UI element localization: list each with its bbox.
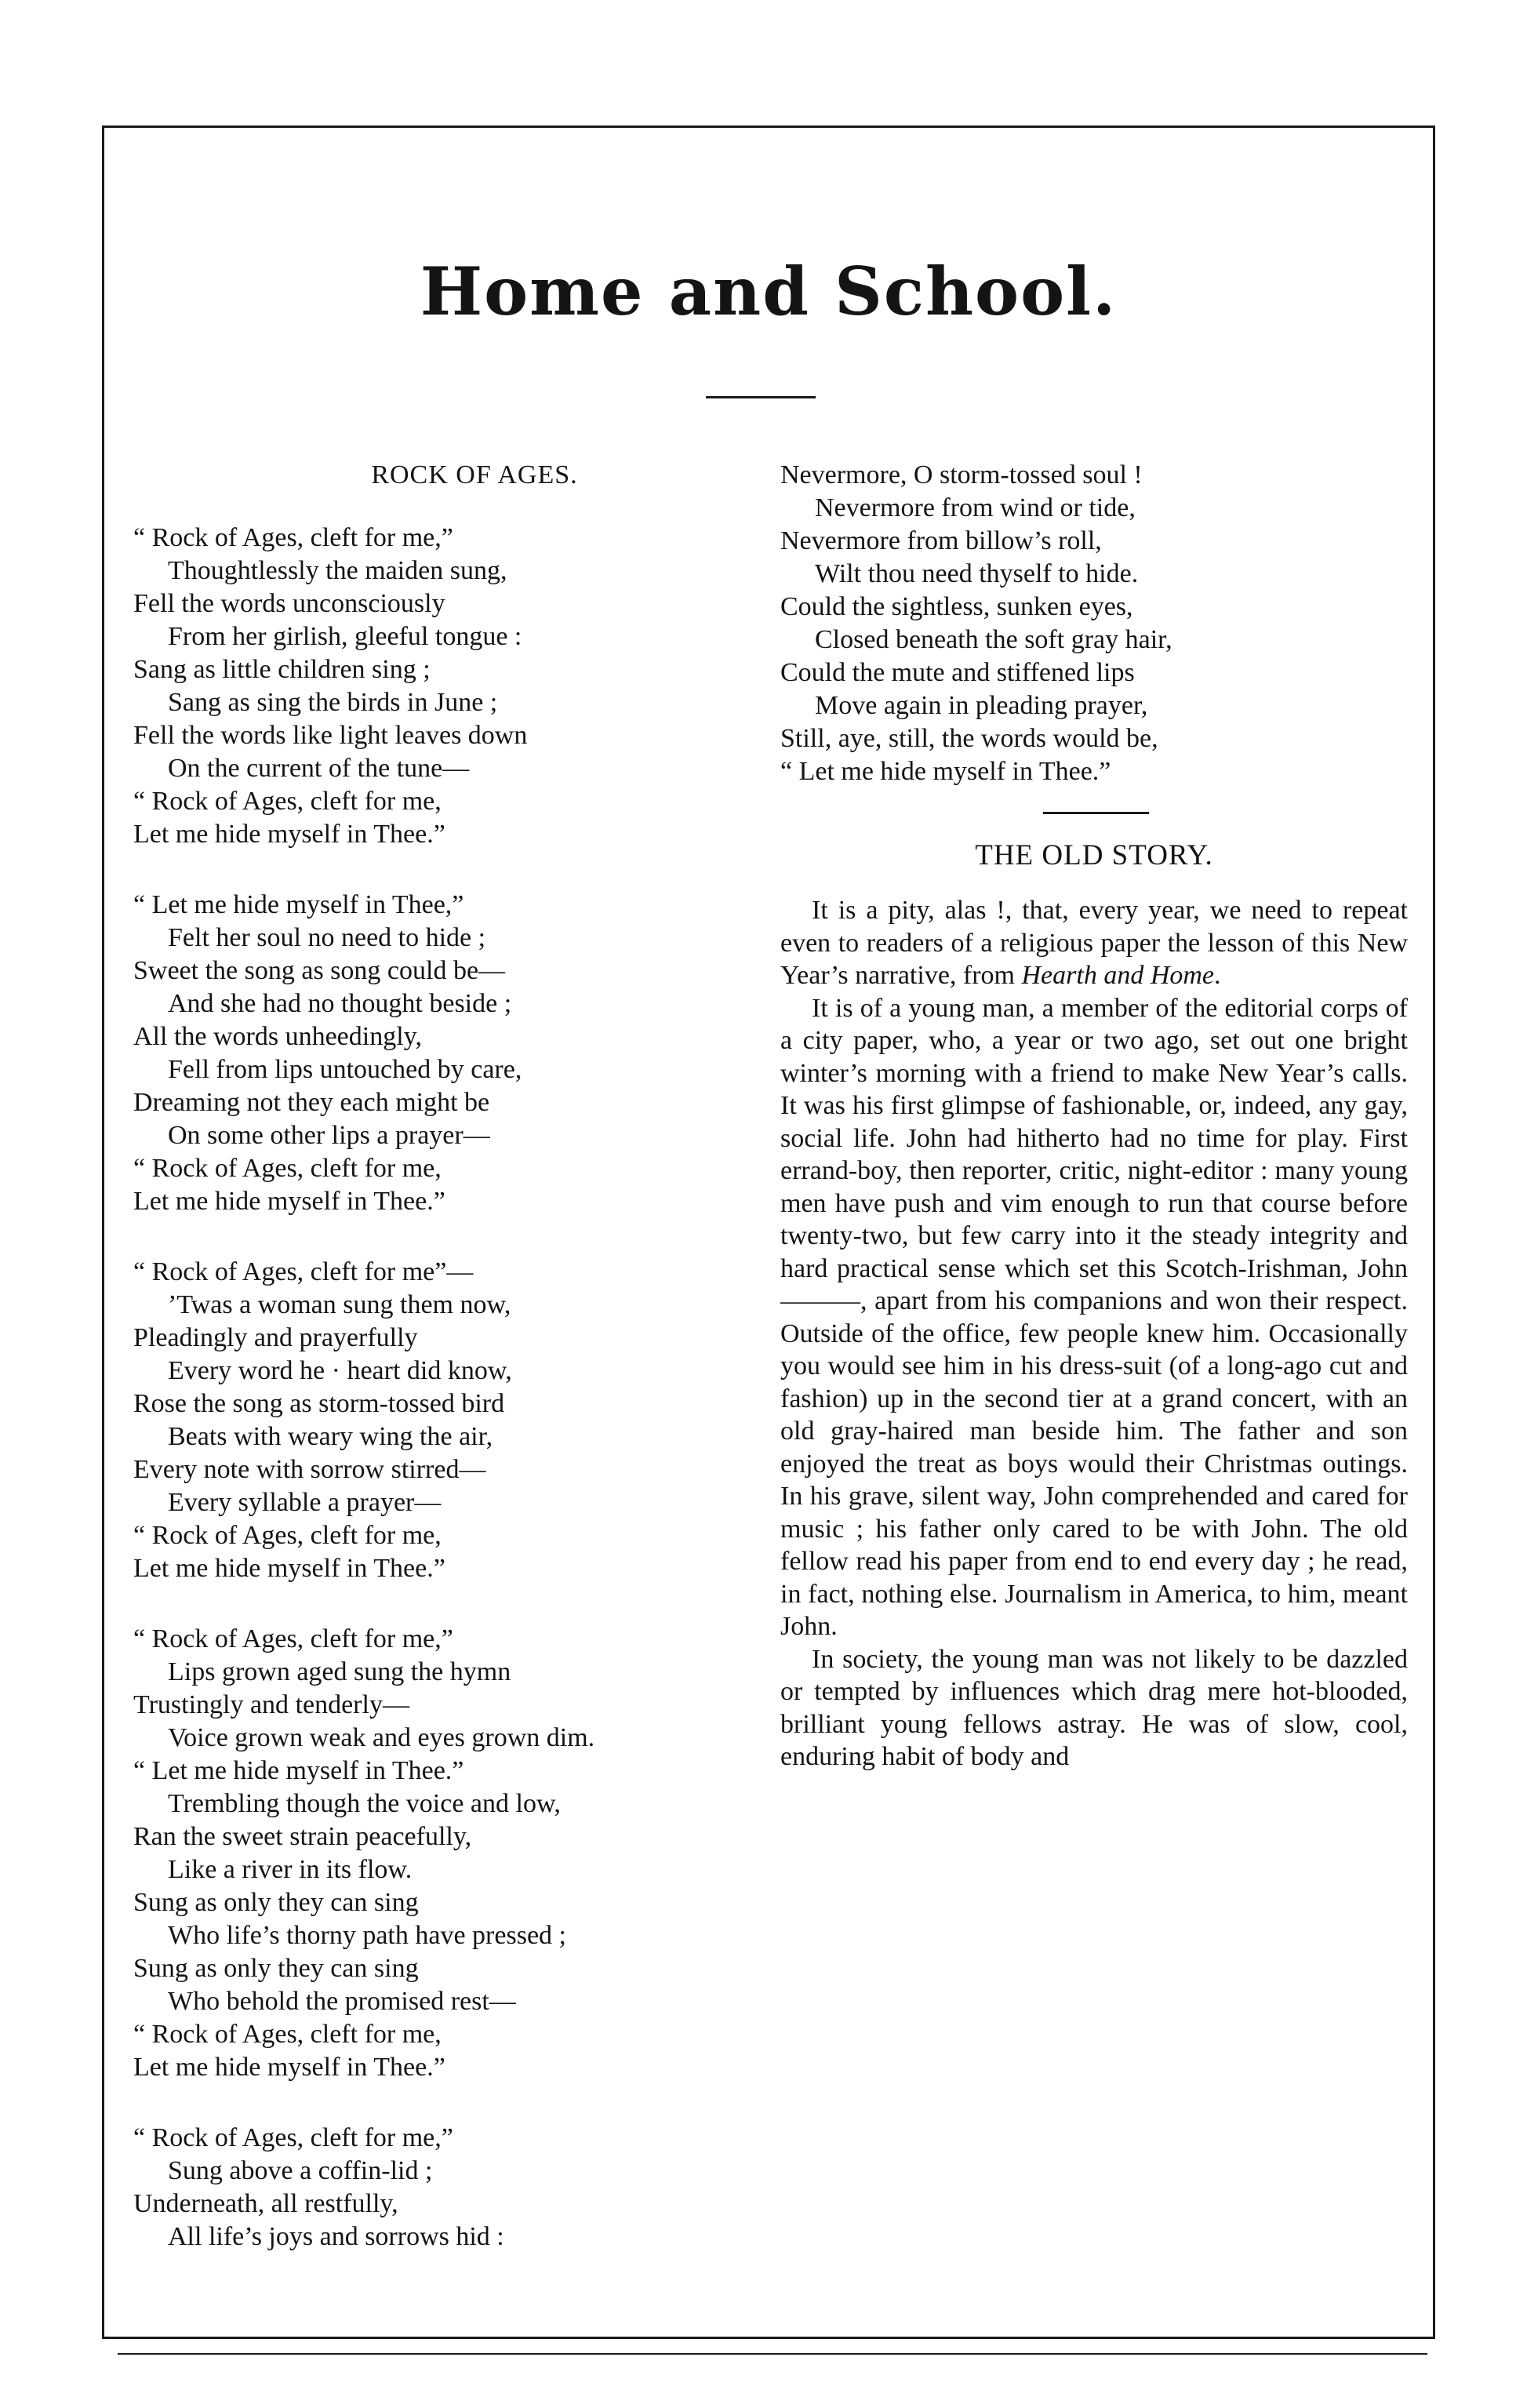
poem-line: Let me hide myself in Thee.” [133, 1554, 445, 1583]
poem-line: Who life’s thorny path have pressed ; [168, 1921, 566, 1950]
poem-line: “ Rock of Ages, cleft for me,” [133, 523, 453, 552]
poem-line: On the current of the tune— [168, 754, 470, 783]
poem-line: Nevermore from billow’s roll, [780, 526, 1102, 555]
poem-line: Still, aye, still, the words would be, [780, 724, 1158, 753]
paragraph-text: In society, the young man was not likely to be dazzled or tempted by influences which drag mere hot-blooded, brilliant young fellows astray. He was of slow, cool, enduring habit of body and [780, 1644, 1408, 1771]
paragraph-text: It is of a young man, a member of the editorial corps of a city paper, who, a year or two ago, set out one bright winter’s morning with a friend to make New Year’s calls. It was his first glimpse of fashionable, or, indeed, any gay, social life. John had hitherto had no time for play. First errand-boy, then reporter, critic, night-editor : many young men have push and vim enough to run that course before twenty-two, but few carry into it the steady integrity and hard practical sense which set this Scotch-Irishman, John———, apart from his companions and won their respect. Outside of the office, few people knew him. Occasionally you would see him in his dress-suit (of a long-ago cut and fashion) up in the second tier at a grand concert, with an old gray-haired man beside him. The father and son enjoyed the treat as boys would their Christmas outings. In his grave, silent way, John comprehended and cared for music ; his father only cared to be with John. The old fellow read his paper from end to end every day ; he read, in fact, nothing else. Journalism in America, to him, meant John. [780, 993, 1408, 1641]
poem-line: Let me hide myself in Thee.” [133, 1187, 445, 1216]
poem-stanza [133, 889, 753, 1218]
poem-line: “ Let me hide myself in Thee.” [780, 757, 1111, 786]
poem-line: Rose the song as storm-tossed bird [133, 1389, 505, 1418]
poem-line: Sung as only they can sing [133, 1888, 419, 1917]
poem-line: From her girlish, gleeful tongue : [168, 622, 522, 651]
poem-line: “ Rock of Ages, cleft for me, [133, 787, 442, 816]
article-paragraph [780, 894, 1408, 992]
poem-stanzas [133, 522, 753, 2253]
poem-line: Could the mute and stiffened lips [780, 658, 1135, 687]
bottom-rule [118, 2353, 1427, 2355]
poem-line: Every syllable a prayer— [168, 1488, 442, 1517]
poem-line: Move again in pleading prayer, [815, 691, 1148, 720]
poem-line: “ Rock of Ages, cleft for me, [133, 1154, 442, 1183]
poem-line: All the words unheedingly, [133, 1022, 422, 1051]
poem-line: Trustingly and tenderly— [133, 1690, 409, 1719]
poem-line: Could the sightless, sunken eyes, [780, 592, 1133, 621]
poem-title: ROCK OF AGES. [371, 460, 578, 489]
poem-line: “ Rock of Ages, cleft for me, [133, 2020, 442, 2049]
poem-line: Pleadingly and prayerfully [133, 1323, 418, 1352]
poem-stanza [133, 1623, 753, 2084]
poem-line: Like a river in its flow. [168, 1855, 413, 1884]
left-column [133, 459, 753, 2291]
poem-line: Sung above a coffin-lid ; [168, 2156, 433, 2185]
poem-stanza [133, 2122, 753, 2253]
poem-line: Sung as only they can sing [133, 1954, 419, 1983]
right-column [780, 459, 1408, 1773]
poem-line: Beats with weary wing the air, [168, 1422, 493, 1451]
poem-line: Felt her soul no need to hide ; [168, 923, 486, 952]
poem-line: Every note with sorrow stirred— [133, 1455, 486, 1484]
section-divider [1043, 812, 1149, 814]
poem-line: Sweet the song as song could be— [133, 956, 506, 985]
poem-line: “ Let me hide myself in Thee,” [133, 890, 464, 919]
poem-line: Thoughtlessly the maiden sung, [168, 556, 507, 585]
paragraph-text: It is a pity, alas !, that, every year, we need to repeat even to readers of a religious paper the lesson of this New Year’s narrative, from [780, 896, 1408, 990]
poem-line: Fell the words unconsciously [133, 589, 445, 618]
paragraph-text-end: . [1214, 961, 1221, 990]
poem-line: Ran the sweet strain peacefully, [133, 1822, 472, 1851]
article-title: THE OLD STORY. [975, 839, 1213, 871]
poem-line: ’Twas a woman sung them now, [168, 1290, 511, 1319]
poem-stanza [133, 1256, 753, 1585]
paragraph-emphasis: Hearth and Home [1021, 961, 1215, 990]
poem-line: Nevermore, O storm-tossed soul ! [780, 460, 1143, 489]
poem-line: Nevermore from wind or tide, [815, 493, 1136, 522]
poem-line: Who behold the promised rest— [168, 1987, 516, 2016]
poem-line: Let me hide myself in Thee.” [133, 820, 445, 849]
masthead-title: Home and School. [420, 253, 1118, 330]
poem-line: “ Rock of Ages, cleft for me,” [133, 1624, 453, 1653]
poem-line: Voice grown weak and eyes grown dim. [168, 1723, 595, 1752]
poem-line: On some other lips a prayer— [168, 1121, 490, 1150]
poem-line: Every word he · heart did know, [168, 1356, 512, 1385]
poem-line: Underneath, all restfully, [133, 2189, 398, 2218]
poem-line: Sang as sing the birds in June ; [168, 688, 498, 717]
article-paragraph [780, 1643, 1408, 1773]
masthead-divider [706, 396, 816, 398]
poem-line: Fell from lips untouched by care, [168, 1055, 522, 1084]
poem-stanza [133, 522, 753, 851]
poem-line: Wilt thou need thyself to hide. [815, 559, 1139, 588]
poem-continuation [780, 459, 1408, 788]
poem-line: And she had no thought beside ; [168, 989, 512, 1018]
poem-line: “ Let me hide myself in Thee.” [133, 1756, 464, 1785]
poem-line: Let me hide myself in Thee.” [133, 2053, 445, 2082]
poem-line: Lips grown aged sung the hymn [168, 1657, 511, 1686]
poem-line: “ Rock of Ages, cleft for me,” [133, 2123, 453, 2152]
article-paragraph [780, 992, 1408, 1643]
poem-line: Dreaming not they each might be [133, 1088, 490, 1117]
poem-line: All life’s joys and sorrows hid : [168, 2222, 504, 2251]
poem-line: “ Rock of Ages, cleft for me, [133, 1521, 442, 1550]
poem-line: Fell the words like light leaves down [133, 721, 528, 750]
poem-line: “ Rock of Ages, cleft for me”— [133, 1257, 474, 1286]
poem-line: Trembling though the voice and low, [168, 1789, 561, 1818]
poem-line: Sang as little children sing ; [133, 655, 431, 684]
article-body [780, 894, 1408, 1773]
poem-line: Closed beneath the soft gray hair, [815, 625, 1172, 654]
